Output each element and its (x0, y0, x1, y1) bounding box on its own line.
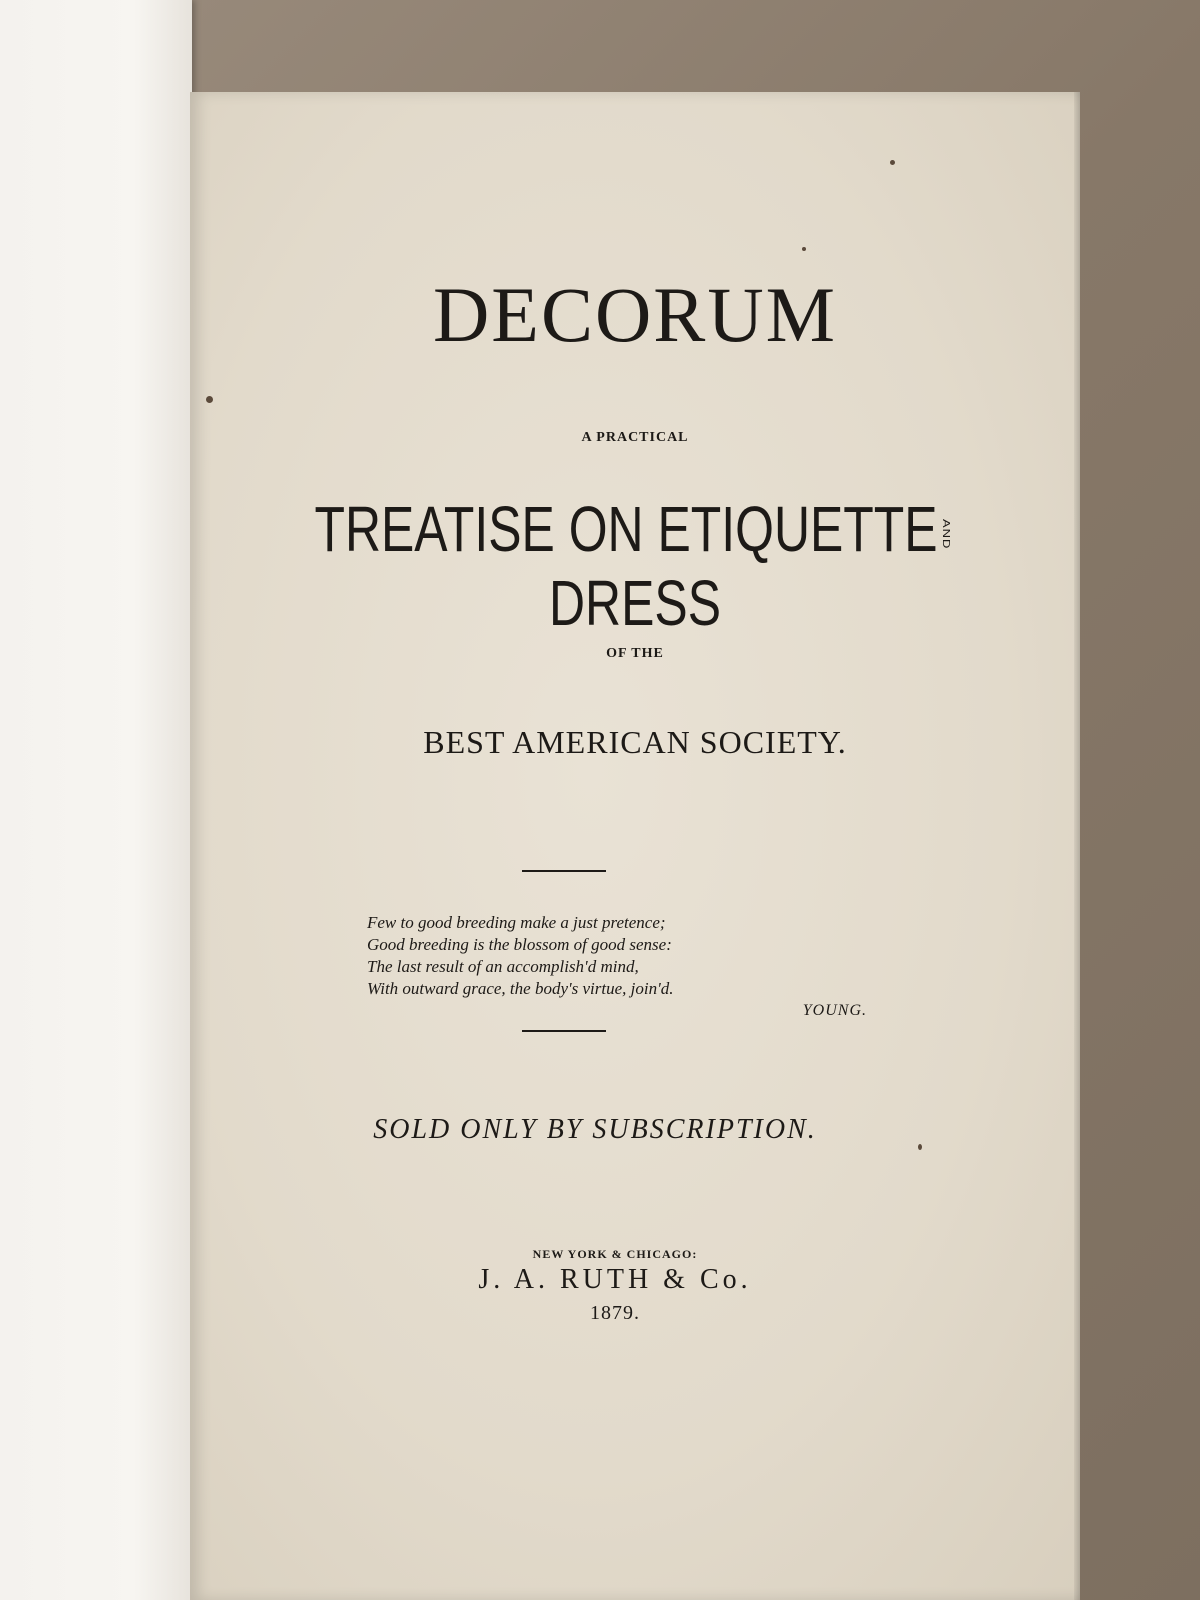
paper-speck (802, 247, 806, 251)
title-page (190, 92, 1080, 1600)
publisher-name: J. A. RUTH & Co. (478, 1264, 752, 1295)
epigraph-poem (367, 912, 867, 1022)
treatise-line (288, 492, 982, 640)
publication-year: 1879. (590, 1302, 640, 1324)
subtitle-a-practical: A PRACTICAL (581, 430, 689, 445)
paper-speck (890, 160, 895, 165)
poem-author: YOUNG. (802, 1002, 867, 1019)
publisher-place: NEW YORK & CHICAGO: (532, 1247, 698, 1261)
divider-rule-bottom (522, 1030, 606, 1032)
book-title: DECORUM (432, 271, 838, 358)
divider-rule-top (522, 870, 606, 872)
sold-by-subscription: SOLD ONLY BY SUBSCRIPTION. (373, 1114, 817, 1145)
poem-line: With outward grace, the body's virtue, join'd. (367, 979, 674, 998)
subtitle-of-the: OF THE (606, 646, 664, 661)
treatise-dress: DRESS (549, 567, 721, 639)
endpaper-left (0, 0, 192, 1600)
treatise-main: TREATISE ON ETIQUETTE (314, 493, 938, 565)
poem-line: Few to good breeding make a just pretence; (367, 913, 666, 932)
poem-line: Good breeding is the blossom of good sense: (367, 935, 672, 954)
society-line: BEST AMERICAN SOCIETY. (423, 724, 847, 760)
endpaper-speck (206, 396, 213, 403)
poem-line: The last result of an accomplish'd mind, (367, 957, 639, 976)
paper-speck (918, 1144, 922, 1150)
treatise-and: AND (940, 518, 953, 550)
